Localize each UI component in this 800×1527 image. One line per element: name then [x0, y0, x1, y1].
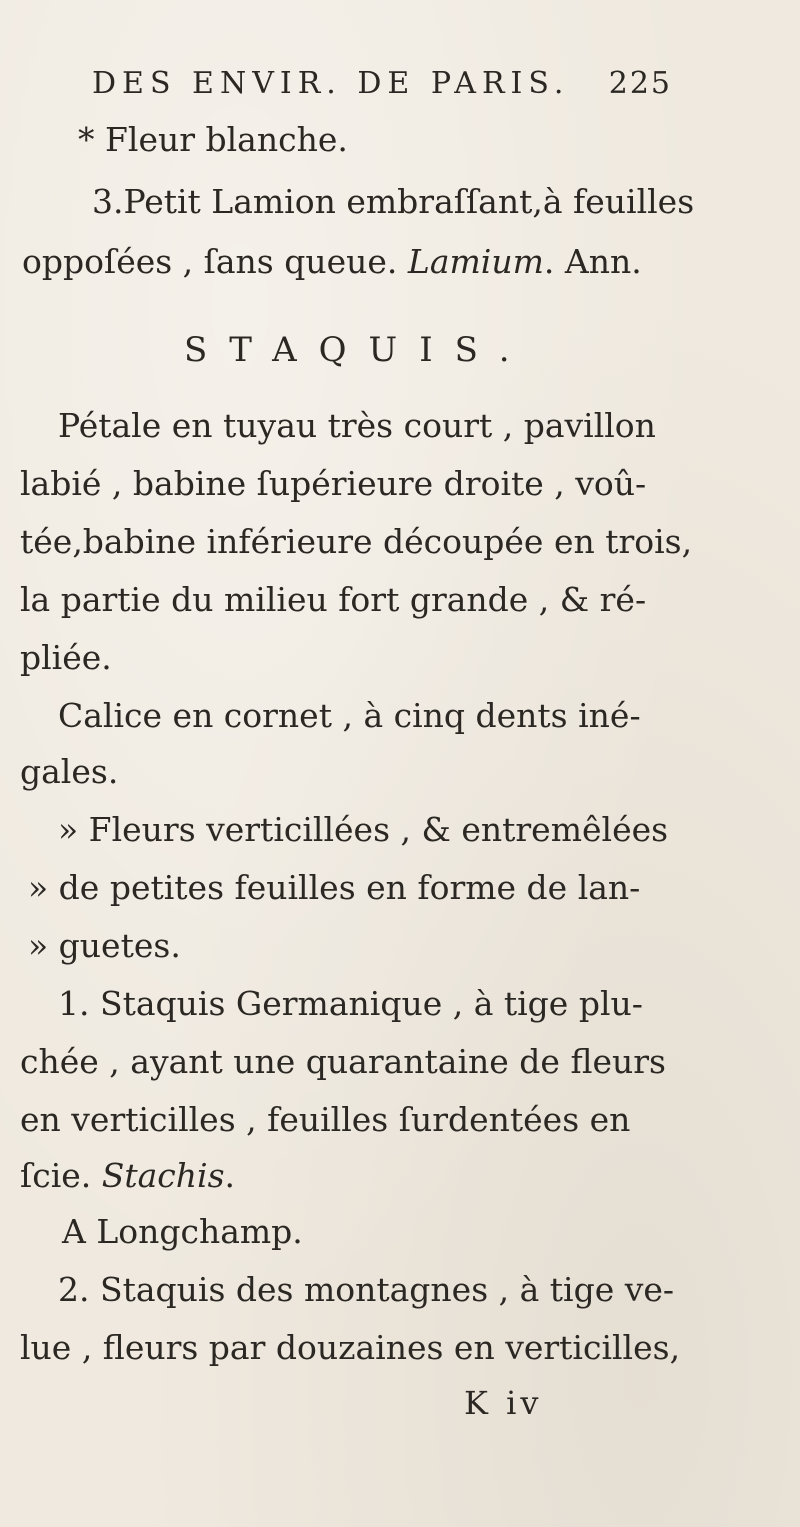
species-name: Lamium — [407, 242, 544, 281]
running-head-title: DES ENVIR. DE PARIS. — [92, 66, 570, 101]
text-line-4: Pétale en tuyau très court , pavillon — [58, 406, 656, 445]
text-span: oppoſées , ſans queue. — [22, 242, 408, 281]
page-number: 225 — [608, 66, 672, 101]
text-line-15: chée , ayant une quarantaine de fleurs — [20, 1042, 666, 1081]
text-line-2: 3.Petit Lamion embraſſant,à feuilles — [92, 182, 695, 221]
text-line-3 — [22, 240, 642, 284]
text-line-17 — [20, 1154, 235, 1198]
text-line-6: tée,babine inférieure découpée en trois, — [20, 522, 693, 561]
section-heading: STAQUIS. — [184, 330, 532, 370]
text-line-8: pliée. — [20, 638, 112, 677]
text-line-18: A Longchamp. — [62, 1212, 303, 1251]
text-line-7: la partie du milieu fort grande , & ré- — [20, 580, 647, 619]
text-line-16: en verticilles , feuilles ſurdentées en — [20, 1100, 631, 1139]
species-name: Stachis — [101, 1156, 225, 1195]
running-head — [92, 66, 672, 110]
text-line-19: 2. Staquis des montagnes , à tige ve- — [58, 1270, 675, 1309]
text-line-1: * Fleur blanche. — [78, 120, 348, 159]
text-span: . — [224, 1156, 236, 1195]
text-line-13: » guetes. — [28, 926, 181, 965]
text-span: ſcie. — [20, 1156, 102, 1195]
text-line-5: labié , babine ſupérieure droite , voû- — [20, 464, 647, 503]
text-line-12: » de petites feuilles en forme de lan- — [28, 868, 641, 907]
text-line-20: lue , fleurs par douzaines en verticilles, — [20, 1328, 681, 1367]
text-span: . Ann. — [543, 242, 642, 281]
text-line-9: Calice en cornet , à cinq dents iné- — [58, 696, 641, 735]
text-line-10: gales. — [20, 752, 119, 791]
text-line-14: 1. Staquis Germanique , à tige plu- — [58, 984, 643, 1023]
text-line-11: » Fleurs verticillées , & entremêlées — [58, 810, 669, 849]
signature-mark: K iv — [464, 1384, 543, 1422]
